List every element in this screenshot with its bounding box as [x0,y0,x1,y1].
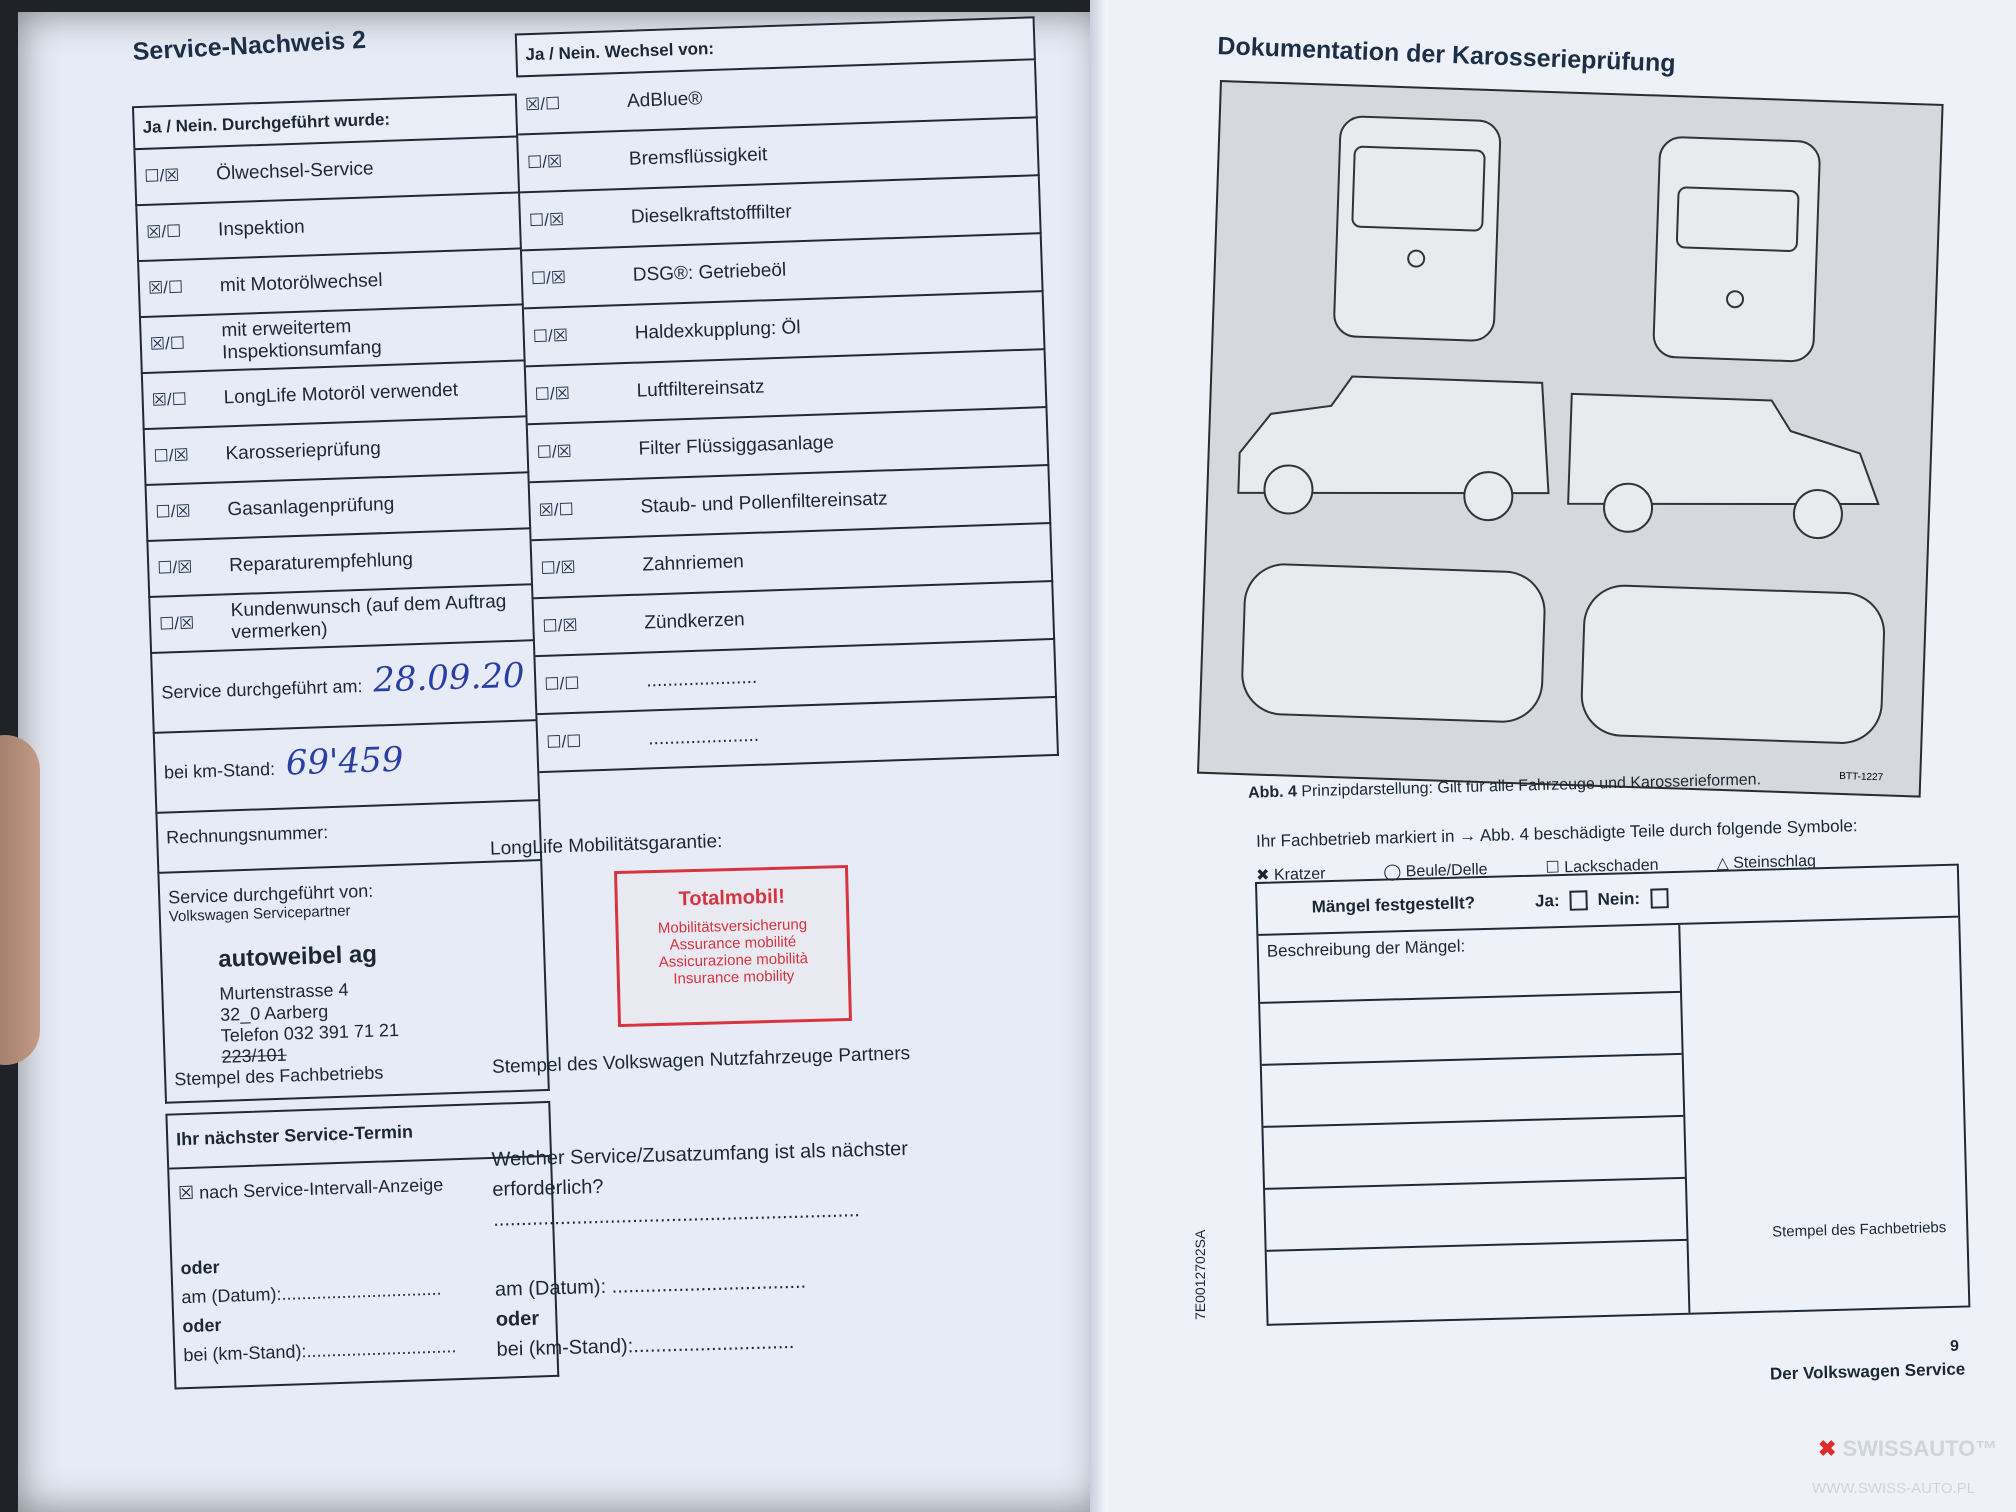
van-front-logo [1408,250,1425,267]
invoice-label: Rechnungsnummer: [165,822,329,848]
defects-no-checkbox[interactable] [1650,888,1669,908]
stamp-number: 223/101 [221,1044,287,1067]
change-row-checkbox[interactable]: ☐/☒ [536,441,573,463]
change-row-label: Zündkerzen [644,609,746,634]
done-header: Ja / Nein. Durchgeführt wurde: [132,93,518,150]
next-answer-line: .................................................................. [492,1199,861,1231]
defects-yes-checkbox[interactable] [1569,890,1588,910]
change-row-label: Luftfiltereinsatz [636,376,765,402]
watermark-url: WWW.SWISS-AUTO.PL [1812,1480,1976,1497]
done-row-checkbox[interactable]: ☐/☒ [158,613,195,634]
done-row-checkbox[interactable]: ☒/☐ [151,389,188,410]
service-date-row [150,641,537,734]
van-drawings [1231,113,1901,744]
change-row-label: Bremsflüssigkeit [628,144,768,170]
defects-stamp-label: Stempel des Fachbetriebs [1771,1219,1947,1241]
done-row-checkbox[interactable]: ☐/☒ [143,165,180,186]
vehicle-diagram [1197,80,1944,801]
change-column [515,16,1059,773]
km-value: 69'459 [285,739,405,784]
figure-caption-text: Prinzipdarstellung: Gilt für alle Fahrzeuge und Karosserieformen. [1301,771,1762,801]
next-km-right: bei (km-Stand):............................. [496,1330,795,1361]
done-row-label: mit erweitertem Inspektionsumfang [221,316,382,364]
next-or-1: oder [180,1256,220,1279]
van-side-left-front-wheel [1264,465,1314,515]
change-row-checkbox[interactable]: ☐/☒ [530,267,567,289]
next-service-title: Ihr nächster Service-Termin [165,1101,552,1170]
defects-yes-label: Ja: [1534,891,1560,911]
watermark-brand-text: SWISSAUTO™ [1842,1436,1998,1461]
done-row-label: mit Motorölwechsel [219,270,383,297]
km-row [153,721,540,814]
description-line[interactable] [1262,1055,1683,1128]
next-question: Welcher Service/Zusatzumfang ist als nächster erforderlich? [491,1137,909,1201]
done-row-checkbox[interactable]: ☐/☒ [156,557,193,578]
partner-label: Volkswagen Servicepartner [168,902,351,926]
change-row-label: AdBlue® [626,88,703,112]
legend-paint-damage: ☐ Lackschaden [1545,856,1659,877]
thumb [0,735,40,1065]
service-date-value: 28.09.20 [372,655,526,701]
stamp-partner-label: Stempel des Volkswagen Nutzfahrzeuge Partners [491,1043,911,1078]
red-stamp-line-3: Assicurazione mobilità [658,950,809,971]
legend-dent: ◯ Beule/Delle [1383,861,1488,881]
footer-service: Der Volkswagen Service [1769,1359,1966,1384]
change-row-checkbox[interactable]: ☐/☐ [544,673,580,694]
done-row-checkbox[interactable]: ☒/☐ [149,333,186,354]
van-side-right-rear-wheel [1603,483,1653,533]
legend-stone-chip: △ Steinschlag [1716,852,1817,873]
stamp-company: autoweibel ag [217,940,378,973]
change-row-checkbox[interactable]: ☒/☐ [524,94,561,115]
next-date-left: am (Datum):................................ [181,1278,442,1308]
km-label: bei km-Stand: [163,758,276,783]
change-row-checkbox[interactable]: ☐/☒ [532,325,569,347]
change-row-label: Haldexkupplung: Öl [634,317,801,344]
change-row-checkbox[interactable]: ☐/☒ [526,152,563,173]
van-rear-logo [1727,291,1744,308]
change-row-label: ..................... [647,724,760,750]
red-stamp-line-1: Mobilitätsversicherung [657,916,808,937]
van-front-windshield [1352,147,1485,231]
change-row-label: Staub- und Pollenfiltereinsatz [640,488,888,518]
legend-title: Ihr Fachbetrieb markiert in → Abb. 4 beschädigte Teile durch folgende Symbole: [1255,816,1858,851]
defects-description-column [1258,925,1690,1324]
van-top-view [1241,563,1546,723]
done-row-label: LongLife Motoröl verwendet [223,379,459,409]
service-record-title: Service-Nachweis 2 [132,25,367,66]
vehicle-diagram-svg [1199,82,1937,791]
next-service-right [491,1131,1017,1365]
watermark-x-icon: ✖ [1818,1436,1837,1461]
change-row-checkbox[interactable]: ☐/☒ [528,209,565,231]
body-inspection-title: Dokumentation der Karosserieprüfung [1216,32,1677,78]
change-header: Ja / Nein. Wechsel von: [515,16,1036,77]
change-row-checkbox[interactable]: ☐/☒ [542,615,578,636]
defects-table [1255,864,1970,1326]
service-by-box [157,861,549,1104]
done-row-label: Ölwechsel-Service [215,158,374,185]
description-line[interactable] [1263,1117,1684,1190]
change-row-label: Dieselkraftstofffilter [630,201,793,228]
description-line[interactable] [1260,993,1681,1066]
change-row-checkbox[interactable]: ☒/☐ [538,499,575,520]
done-row-checkbox[interactable]: ☐/☒ [153,445,190,466]
done-row-label: Karosserieprüfung [225,438,382,465]
page-number: 9 [1950,1338,1959,1355]
van-underbody-view [1581,584,1886,744]
next-or-2: oder [182,1314,222,1337]
stamp-city: 32_0 Aarberg [219,1001,329,1025]
van-rear-window [1677,187,1799,251]
watermark-brand [1818,1436,1997,1462]
done-row-checkbox[interactable]: ☒/☐ [145,221,182,242]
stamp-workshop-label: Stempel des Fachbetriebs [173,1062,384,1090]
red-stamp-line-4: Insurance mobility [673,967,795,988]
van-side-right-front-wheel [1793,489,1843,539]
mobility-label: LongLife Mobilitätsgarantie: [489,830,723,860]
red-stamp-line-2: Assurance mobilité [669,933,797,954]
red-stamp-title: Totalmobil! [678,885,786,911]
legend-scratch: ✖ Kratzer [1255,865,1326,885]
done-row-label: Kundenwunsch (auf dem Auftrag vermerken) [230,591,507,644]
next-km-left: bei (km-Stand):.............................. [183,1336,457,1366]
stamp-phone: Telefon 032 391 71 21 [220,1019,400,1046]
van-side-left-rear-wheel [1464,471,1514,521]
next-or-3: oder [495,1307,540,1331]
red-stamp [614,865,852,1027]
change-row-checkbox[interactable]: ☐/☐ [545,731,582,752]
service-date-label: Service durchgeführt am: [161,675,363,703]
next-interval-check: ☒ nach Service-Intervall-Anzeige [177,1174,444,1204]
document-code: 7E0012702SA [1192,1229,1208,1320]
change-row-label: Filter Flüssiggasanlage [638,432,835,460]
description-label: Beschreibung der Mängel: [1266,936,1466,961]
change-row-checkbox[interactable]: ☐/☒ [534,383,571,405]
done-row-checkbox[interactable]: ☒/☐ [147,277,184,298]
change-row-label: Zahnriemen [642,551,745,576]
stamp-street: Murtenstrasse 4 [219,979,349,1004]
change-row-checkbox[interactable]: ☐/☒ [540,557,577,578]
next-date-right: am (Datum): ................................... [494,1270,807,1301]
done-row-label: Gasanlagenprüfung [227,493,395,521]
change-row-label: ..................... [645,666,758,692]
figure-caption-label: Abb. 4 [1247,783,1298,802]
service-by-label: Service durchgeführt von: [167,880,374,908]
defects-question: Mängel festgestellt? [1311,893,1476,917]
done-row-checkbox[interactable]: ☐/☒ [155,501,191,522]
figure-code: BTT-1227 [1839,770,1884,784]
change-row-label: DSG®: Getriebeöl [632,259,787,286]
done-row-label: Reparaturempfehlung [228,549,414,577]
description-line[interactable] [1265,1179,1686,1252]
done-row-label: Inspektion [217,216,306,241]
defects-no-label: Nein: [1597,888,1641,910]
